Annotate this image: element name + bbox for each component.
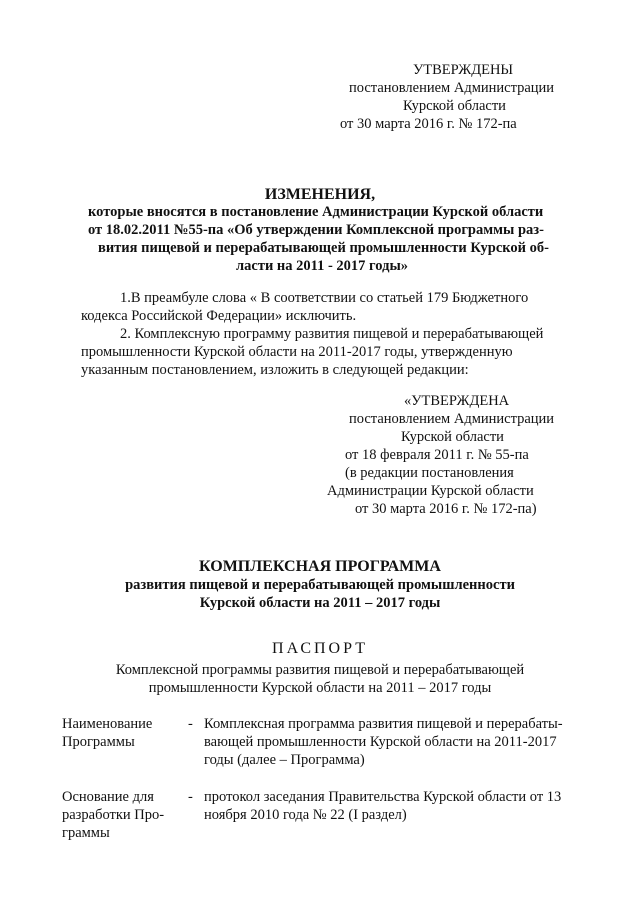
approval-line: постановлением Администрации: [349, 80, 555, 96]
changes-line: вития пищевой и перерабатывающей промышленности Курской об-: [98, 240, 549, 256]
approval-line: от 18 февраля 2011 г. № 55-па: [345, 447, 529, 463]
changes-line: ласти на 2011 - 2017 годы»: [236, 258, 409, 274]
passport-row-value: годы (далее – Программа): [204, 752, 365, 768]
passport-row-value: ноября 2010 года № 22 (I раздел): [204, 807, 407, 823]
passport-subtitle: промышленности Курской области на 2011 – 2017 годы: [148, 680, 492, 696]
passport-row-value: протокол заседания Правительства Курской области от 13: [204, 789, 562, 805]
passport-row-value: Комплексная программа развития пищевой и перерабаты-: [204, 716, 563, 732]
approval-line: (в редакции постановления: [345, 465, 514, 481]
passport-subtitle: Комплексной программы развития пищевой и перерабатывающей: [115, 662, 525, 678]
approval-line: «УТВЕРЖДЕНА: [404, 393, 510, 409]
approval-line: Курской области: [401, 429, 504, 445]
passport-row-label: Программы: [62, 734, 135, 750]
passport-row-dash: -: [188, 789, 193, 805]
changes-line: которые вносятся в постановление Администрации Курской области: [88, 204, 544, 220]
body-line: промышленности Курской области на 2011-2017 годы, утвержденную: [81, 344, 513, 360]
body-line: 2. Комплексную программу развития пищевой и перерабатывающей: [120, 326, 544, 342]
passport-row-label: граммы: [62, 825, 110, 841]
passport-row-value: вающей промышленности Курской области на 2011-2017: [204, 734, 557, 750]
body-line: 1.В преамбуле слова « В соответствии со статьей 179 Бюджетного: [120, 290, 529, 306]
body-line: кодекса Российской Федерации» исключить.: [81, 308, 357, 324]
approval-line: постановлением Администрации: [349, 411, 555, 427]
approval-line: Администрации Курской области: [327, 483, 534, 499]
approval-title: УТВЕРЖДЕНЫ: [413, 62, 514, 78]
passport-row-label: разработки Про-: [62, 807, 165, 823]
program-subtitle: Курской области на 2011 – 2017 годы: [199, 595, 441, 611]
changes-heading: ИЗМЕНЕНИЯ,: [264, 186, 376, 203]
changes-line: от 18.02.2011 №55-па «Об утверждении Комплексной программы раз-: [88, 222, 544, 238]
approval-line: от 30 марта 2016 г. № 172-па: [340, 116, 517, 132]
passport-row-dash: -: [188, 716, 193, 732]
approval-line: от 30 марта 2016 г. № 172-па): [355, 501, 537, 517]
passport-row-label: Основание для: [62, 789, 154, 805]
passport-title: ПАСПОРТ: [272, 640, 368, 657]
body-line: указанным постановлением, изложить в следующей редакции:: [81, 362, 469, 378]
passport-row-label: Наименование: [62, 716, 153, 732]
program-subtitle: развития пищевой и перерабатывающей промышленности: [125, 577, 515, 593]
program-title: КОМПЛЕКСНАЯ ПРОГРАММА: [199, 558, 441, 575]
approval-line: Курской области: [403, 98, 506, 114]
